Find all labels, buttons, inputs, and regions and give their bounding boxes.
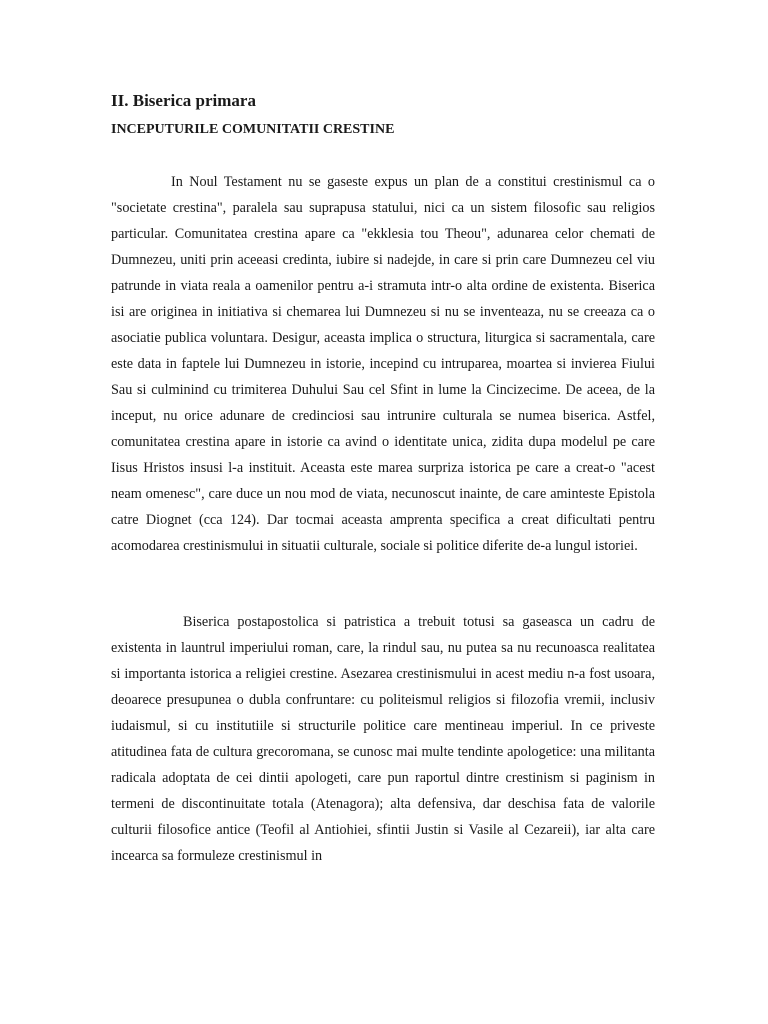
chapter-title: II. Biserica primara (111, 91, 256, 110)
body-paragraph: Biserica postapostolica si patristica a trebuit totusi sa gaseasca un cadru de existenta in launtrul imperiului roman, care, la rindul sau, nu putea sa nu recunoasca realitatea si importanta istorica a religiei crestine. Asezarea crestinismului in acest mediu n-a fost usoara, deoarece presupunea o dubla confruntare: cu politeismul religios si filozofia vremii, inclusiv iudaismul, si cu institutiile si structurile politice care mentineau imperiul. In ce priveste atitudinea fata de cultura grecoromana, se cunosc mai multe tendinte apologetice: una militanta radicala adoptata de cei dintii apologeti, care pun raportul dintre crestinism si paginism in termeni de discontinuitate totala (Atenagora); alta defensiva, dar deschisa fata de valorile culturii filosofice antice (Teofil al Antiohiei, sfintii Justin si Vasile al Cezareii), iar alta care incearca sa formuleze crestinismul in (111, 614, 655, 864)
body-paragraph: In Noul Testament nu se gaseste expus un plan de a constitui crestinismul ca o "societate crestina", paralela sau suprapusa statului, nici ca un sistem filosofic sau religios particular. Comunitatea crestina apare ca "ekklesia tou Theou", adunarea celor chemati de Dumnezeu, uniti prin aceeasi credinta, iubire si nadejde, in care si prin care Dumnezeu cel viu patrunde in viata reala a oamenilor pentru a-i stramuta intr-o alta ordine de existenta. Biserica isi are originea in initiativa si chemarea lui Dumnezeu si nu se inventeaza, nu se creeaza ca o asociatie publica voluntara. Desigur, aceasta implica o structura, liturgica si sacramentala, care este data in faptele lui Dumnezeu in istorie, incepind cu intruparea, moartea si invierea Fiului Sau si culminind cu trimiterea Duhului Sau cel Sfint in lume la Cincizecime. De aceea, de la inceput, nu orice adunare de credinciosi sau intrunire culturala se numea biserica. Astfel, comunitatea crestina apare in istorie ca avind o identitate unica, zidita dupa modelul pe care Iisus Hristos insusi l-a instituit. Aceasta este marea surpriza istorica pe care a creat-o "acest neam omenesc", care duce un nou mod de viata, necunoscut inainte, de care aminteste Epistola catre Diognet (cca 124). Dar tocmai aceasta amprenta specifica a creat dificultati pentru acomodarea crestinismului in situatii culturale, sociale si politice diferite de-a lungul istoriei. (111, 174, 655, 554)
section-title: INCEPUTURILE COMUNITATII CRESTINE (111, 122, 395, 137)
